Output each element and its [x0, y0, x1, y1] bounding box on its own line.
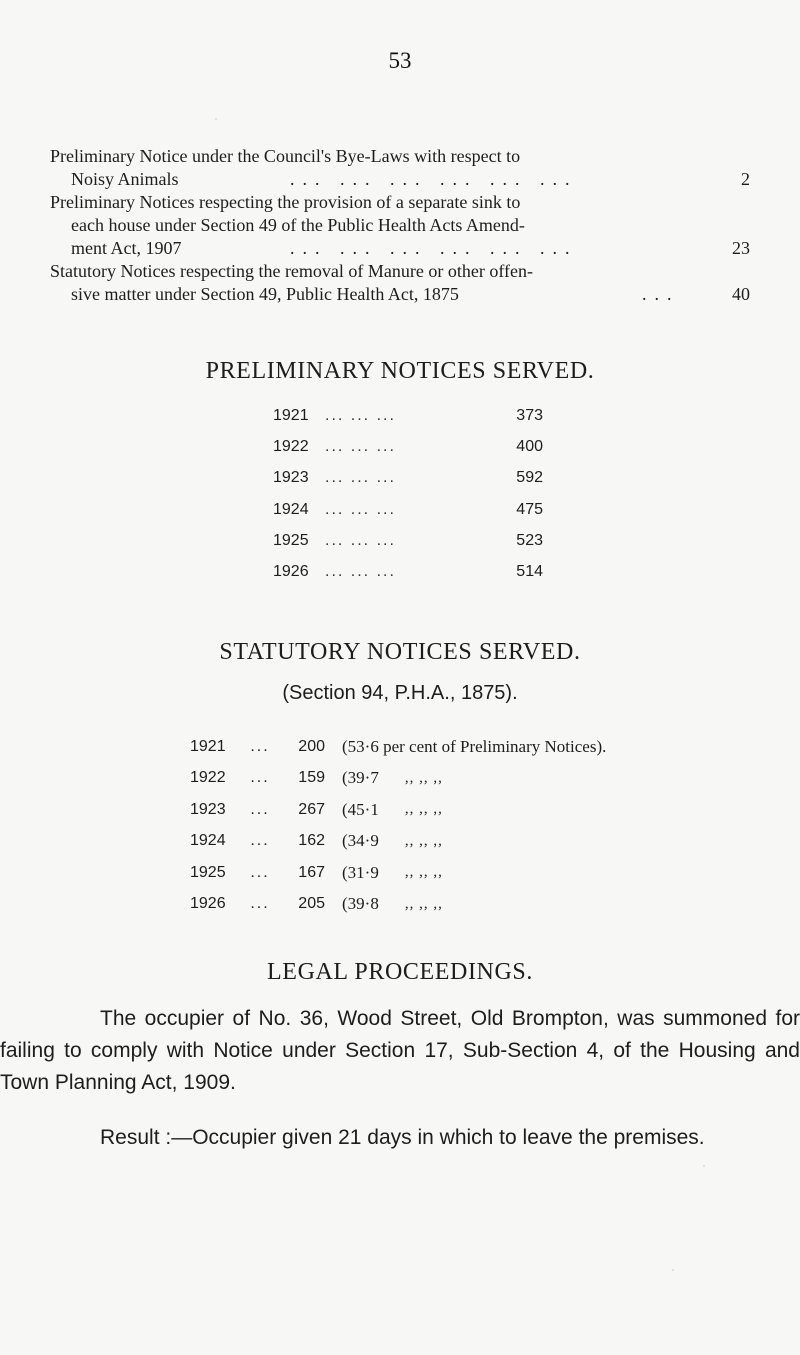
count-cell: 514 [516, 563, 543, 581]
year-cell: 1923 [273, 469, 309, 487]
dot-leader: ... ... ... [325, 406, 396, 424]
paper-speck [672, 1269, 674, 1271]
count-cell: 200 [298, 737, 325, 755]
dot-leader: ... ... ... [325, 469, 396, 487]
year-cell: 1921 [273, 406, 309, 424]
percentage-note: (53·6 per cent of Preliminary Notices). [342, 736, 607, 756]
count-cell: 523 [516, 531, 543, 549]
notice-item-manure-removal [50, 260, 750, 306]
table-row [190, 763, 780, 795]
year-cell: 1921 [190, 737, 226, 755]
ditto-marks: ,, ,, ,, [404, 769, 443, 786]
table-row [273, 556, 543, 587]
notice-count: 40 [732, 284, 750, 304]
dot-leader: ... [250, 737, 270, 755]
preliminary-notices-table [273, 400, 543, 588]
dot-leader: ... ... ... ... ... ... [290, 238, 578, 258]
ditto-marks: ,, ,, ,, [404, 832, 443, 849]
dot-leader: ... [642, 284, 680, 304]
notices-list [50, 145, 750, 306]
notice-item-noisy-animals [50, 145, 750, 191]
legal-proceedings-title: LEGAL PROCEEDINGS. [267, 959, 533, 985]
count-cell: 475 [516, 500, 543, 518]
percentage-note: (39·8 [342, 894, 379, 914]
notice-count: 23 [732, 238, 750, 258]
count-cell: 592 [516, 469, 543, 487]
paper-speck [703, 1165, 705, 1167]
table-row [273, 431, 543, 462]
notice-text-line: Statutory Notices respecting the removal of Manure or other offen- [50, 261, 534, 281]
count-cell: 162 [298, 832, 325, 850]
statutory-notices-table [190, 731, 780, 920]
dot-leader: ... ... ... [325, 437, 396, 455]
legal-paragraph: The occupier of No. 36, Wood Street, Old Brompton, was summoned for failing to comply with Notice under Section 17, Sub-Section 4, of the Housing and Town Planning Act, 1909. [0, 1007, 800, 1094]
year-cell: 1922 [190, 769, 226, 787]
count-cell: 205 [298, 895, 325, 913]
year-cell: 1922 [273, 437, 309, 455]
dot-leader: ... [250, 863, 270, 881]
paper-speck [215, 118, 217, 120]
notice-text-line: each house under Section 49 of the Public Health Acts Amend- [71, 215, 525, 235]
dot-leader: ... ... ... [325, 563, 396, 581]
ditto-marks: ,, ,, ,, [404, 864, 443, 881]
percentage-note: (39·7 [342, 768, 379, 788]
table-row [190, 826, 780, 858]
table-row [273, 494, 543, 525]
year-cell: 1924 [190, 832, 226, 850]
page-number: 53 [388, 48, 412, 73]
statutory-notices-subtitle: (Section 94, P.H.A., 1875). [282, 682, 518, 704]
dot-leader: ... [250, 832, 270, 850]
table-row [273, 400, 543, 431]
notice-text-line: sive matter under Section 49, Public Health Act, 1875 [71, 284, 459, 304]
notice-item-separate-sink [50, 191, 750, 260]
table-row [190, 857, 780, 889]
ditto-marks: ,, ,, ,, [404, 801, 443, 818]
notice-text-line: Preliminary Notice under the Council's Bye-Laws with respect to [50, 146, 521, 166]
dot-leader: ... ... ... [325, 500, 396, 518]
count-cell: 167 [298, 863, 325, 881]
table-row [190, 889, 780, 921]
percentage-note: (31·9 [342, 862, 379, 882]
count-cell: 373 [516, 406, 543, 424]
percentage-note: (45·1 [342, 799, 379, 819]
year-cell: 1924 [273, 500, 309, 518]
dot-leader: ... ... ... ... ... ... [290, 169, 578, 189]
legal-proceedings-text [0, 1003, 800, 1154]
table-row [273, 463, 543, 494]
count-cell: 159 [298, 769, 325, 787]
dot-leader: ... [250, 895, 270, 913]
count-cell: 400 [516, 437, 543, 455]
year-cell: 1923 [190, 800, 226, 818]
statutory-notices-title: STATUTORY NOTICES SERVED. [219, 639, 581, 665]
notice-text-line: ment Act, 1907 [71, 238, 182, 258]
preliminary-notices-title: PRELIMINARY NOTICES SERVED. [205, 358, 595, 384]
dot-leader: ... ... ... [325, 531, 396, 549]
dot-leader: ... [250, 800, 270, 818]
ditto-marks: ,, ,, ,, [404, 895, 443, 912]
year-cell: 1925 [190, 863, 226, 881]
table-row [190, 794, 780, 826]
percentage-note: (34·9 [342, 831, 379, 851]
notice-count: 2 [741, 169, 750, 189]
notice-text-line: Noisy Animals [71, 169, 179, 189]
dot-leader: ... [250, 769, 270, 787]
table-row [190, 731, 780, 763]
table-row [273, 525, 543, 556]
notice-text-line: Preliminary Notices respecting the provision of a separate sink to [50, 192, 521, 212]
count-cell: 267 [298, 800, 325, 818]
year-cell: 1926 [273, 563, 309, 581]
year-cell: 1925 [273, 531, 309, 549]
year-cell: 1926 [190, 895, 226, 913]
legal-paragraph: Result :—Occupier given 21 days in which to leave the premises. [100, 1126, 705, 1149]
